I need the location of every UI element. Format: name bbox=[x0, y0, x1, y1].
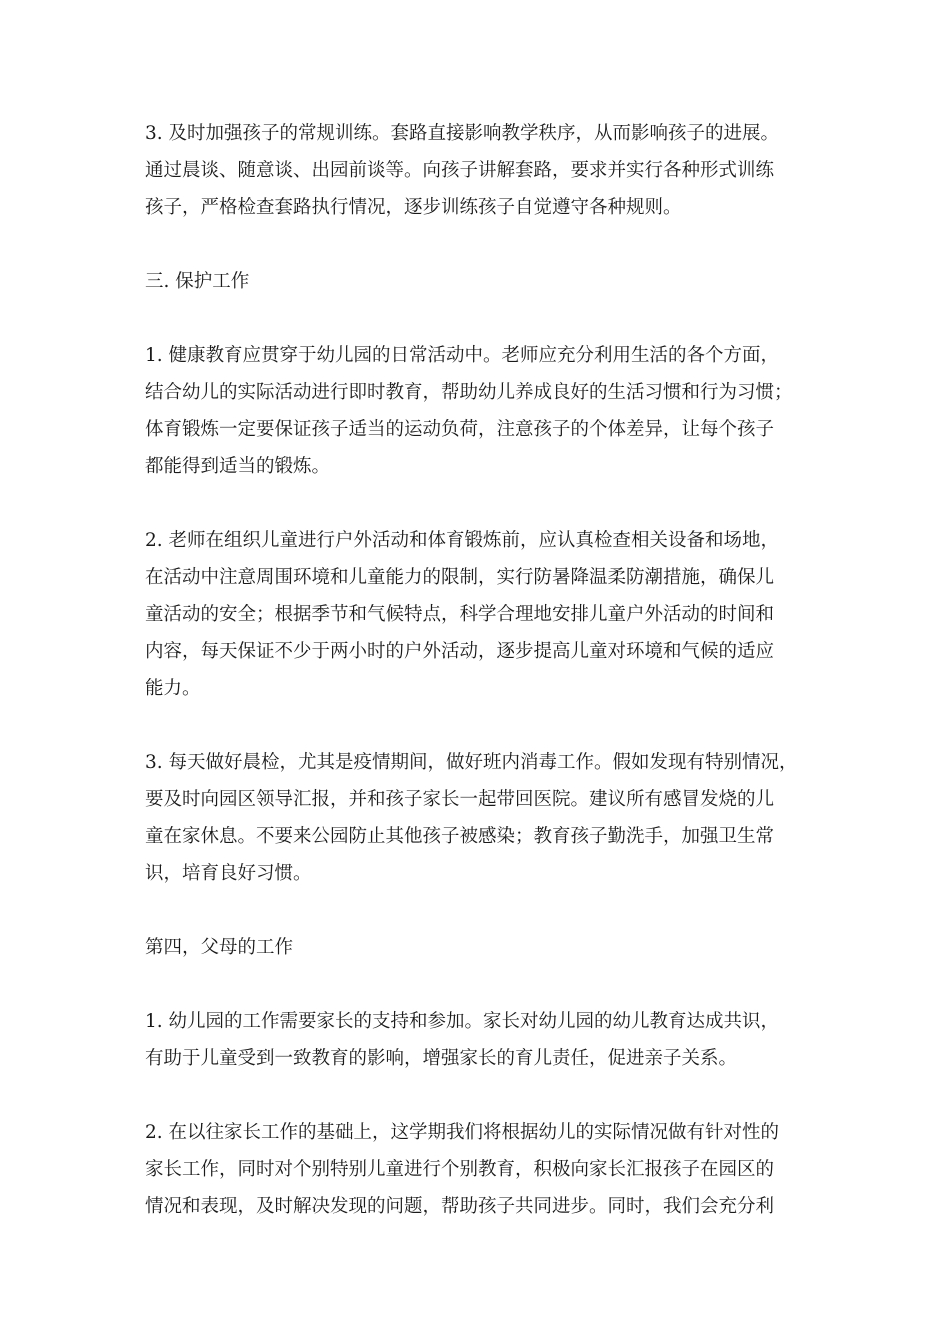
text-line: 1. 健康教育应贯穿于幼儿园的日常活动中。老师应充分利用生活的各个方面， bbox=[145, 345, 780, 366]
text-line: 家长工作，同时对个别特别儿童进行个别教育，积极向家长汇报孩子在园区的 bbox=[145, 1159, 775, 1180]
paragraph bbox=[145, 744, 810, 892]
text-line: 第四，父母的工作 bbox=[145, 937, 294, 958]
paragraph bbox=[145, 1114, 810, 1225]
text-line: 3. 每天做好晨检，尤其是疫情期间，做好班内消毒工作。假如发现有特别情况， bbox=[145, 752, 798, 773]
paragraph bbox=[145, 263, 810, 300]
text-line: 都能得到适当的锻炼。 bbox=[145, 456, 331, 477]
text-line: 童活动的安全；根据季节和气候特点，科学合理地安排儿童户外活动的时间和 bbox=[145, 604, 775, 625]
paragraph bbox=[145, 929, 810, 966]
text-line: 识，培育良好习惯。 bbox=[145, 863, 312, 884]
text-line: 2. 在以往家长工作的基础上，这学期我们将根据幼儿的实际情况做有针对性的 bbox=[145, 1122, 780, 1143]
document-body bbox=[145, 115, 810, 1262]
paragraph bbox=[145, 337, 810, 485]
paragraph bbox=[145, 1003, 810, 1077]
text-line: 有助于儿童受到一致教育的影响，增强家长的育儿责任，促进亲子关系。 bbox=[145, 1048, 738, 1069]
text-line: 能力。 bbox=[145, 678, 201, 699]
text-line: 通过晨谈、随意谈、出园前谈等。向孩子讲解套路，要求并实行各种形式训练 bbox=[145, 160, 775, 181]
text-line: 2. 老师在组织儿童进行户外活动和体育锻炼前，应认真检查相关设备和场地， bbox=[145, 530, 780, 551]
paragraph bbox=[145, 115, 810, 226]
text-line: 要及时向园区领导汇报，并和孩子家长一起带回医院。建议所有感冒发烧的儿 bbox=[145, 789, 775, 810]
text-line: 情况和表现，及时解决发现的问题，帮助孩子共同进步。同时，我们会充分利 bbox=[145, 1196, 775, 1217]
text-line: 结合幼儿的实际活动进行即时教育，帮助幼儿养成良好的生活习惯和行为习惯； bbox=[145, 382, 793, 403]
text-line: 三. 保护工作 bbox=[145, 271, 250, 292]
paragraph bbox=[145, 522, 810, 707]
text-line: 童在家休息。不要来公园防止其他孩子被感染；教育孩子勤洗手，加强卫生常 bbox=[145, 826, 775, 847]
text-line: 孩子，严格检查套路执行情况，逐步训练孩子自觉遵守各种规则。 bbox=[145, 197, 682, 218]
text-line: 3. 及时加强孩子的常规训练。套路直接影响教学秩序，从而影响孩子的进展。 bbox=[145, 123, 780, 144]
text-line: 1. 幼儿园的工作需要家长的支持和参加。家长对幼儿园的幼儿教育达成共识， bbox=[145, 1011, 780, 1032]
text-line: 内容，每天保证不少于两小时的户外活动，逐步提高儿童对环境和气候的适应 bbox=[145, 641, 775, 662]
text-line: 体育锻炼一定要保证孩子适当的运动负荷，注意孩子的个体差异，让每个孩子 bbox=[145, 419, 775, 440]
text-line: 在活动中注意周围环境和儿童能力的限制，实行防暑降温柔防潮措施，确保儿 bbox=[145, 567, 775, 588]
